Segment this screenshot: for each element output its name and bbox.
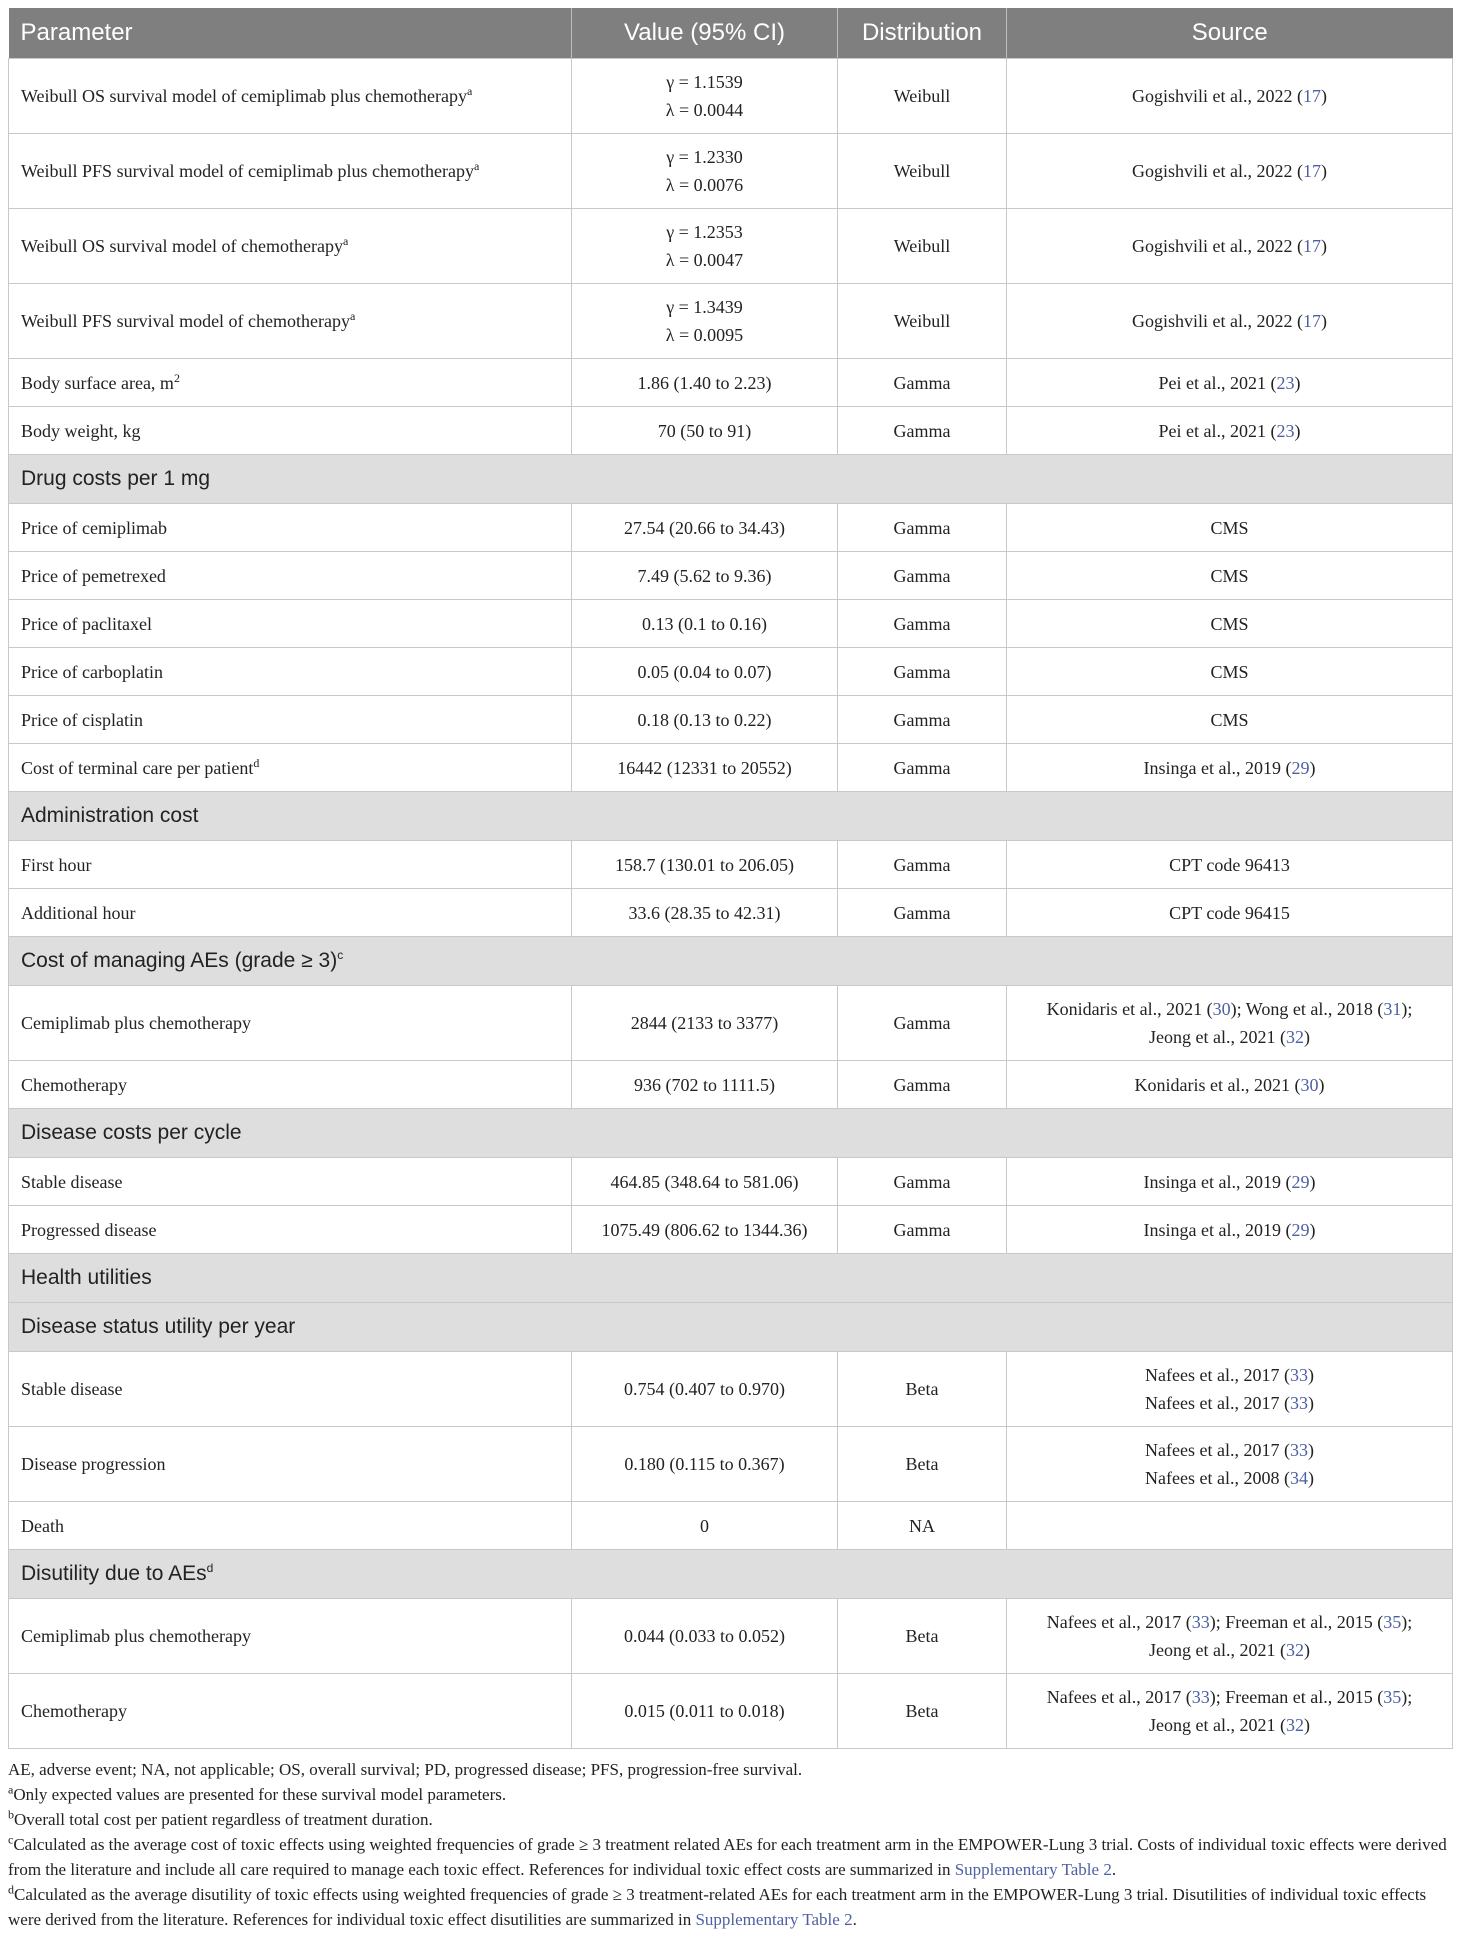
distribution-cell: Gamma — [838, 986, 1007, 1061]
value-line: γ = 1.3439 — [666, 297, 743, 317]
reference-link[interactable]: 33 — [1191, 1687, 1210, 1707]
source-text: ) — [1320, 86, 1327, 106]
source-cell — [1007, 1502, 1453, 1550]
value-line: λ = 0.0047 — [665, 250, 744, 270]
value-line: 16442 (12331 to 20552) — [617, 757, 792, 778]
parameter-text: Price of carboplatin — [21, 661, 163, 682]
parameter-text: Stable disease — [21, 1171, 123, 1192]
value-line: γ = 1.1539 — [666, 72, 743, 92]
reference-link[interactable]: 23 — [1276, 372, 1295, 393]
value-line: 0.015 (0.011 to 0.018) — [624, 1701, 785, 1721]
parameter-text: Price of pemetrexed — [21, 565, 166, 586]
source-text: CPT code 96413 — [1169, 854, 1290, 875]
value-cell — [572, 648, 838, 696]
parameter-cell — [9, 1427, 572, 1502]
source-cell — [1007, 696, 1453, 744]
parameter-text: Weibull OS survival model of chemotherapy — [21, 236, 343, 256]
value-cell — [572, 1674, 838, 1749]
section-label-text: Drug costs per 1 mg — [21, 467, 211, 490]
parameter-text: Body surface area, m — [21, 372, 174, 393]
footnote-marker: a — [350, 309, 356, 323]
section-label — [9, 1550, 1453, 1599]
value-line: 0.180 (0.115 to 0.367) — [624, 1454, 785, 1474]
reference-link[interactable]: 35 — [1383, 1612, 1402, 1632]
value-cell — [572, 889, 838, 937]
parameter-cell — [9, 504, 572, 552]
footnote-marker: d — [206, 1561, 214, 1575]
source-cell — [1007, 1158, 1453, 1206]
parameter-text: Cemiplimab plus chemotherapy — [21, 1013, 251, 1033]
source-text: Nafees et al., 2017 ( — [1046, 1687, 1192, 1707]
section-header-row — [9, 937, 1453, 986]
table-row — [9, 407, 1453, 455]
value-cell — [572, 1427, 838, 1502]
value-cell — [572, 1206, 838, 1254]
footnote-marker: c — [8, 1832, 14, 1847]
table-row — [9, 696, 1453, 744]
section-label — [9, 792, 1453, 841]
value-cell — [572, 407, 838, 455]
source-text: Insinga et al., 2019 ( — [1143, 1219, 1292, 1240]
value-line: 70 (50 to 91) — [657, 420, 752, 441]
value-cell — [572, 209, 838, 284]
section-header-row — [9, 1303, 1453, 1352]
distribution-cell: NA — [838, 1502, 1007, 1550]
value-line: 33.6 (28.35 to 42.31) — [628, 902, 781, 923]
reference-link[interactable]: 29 — [1291, 757, 1310, 778]
source-cell — [1007, 1061, 1453, 1109]
source-text: ) — [1307, 1393, 1314, 1413]
value-cell — [572, 552, 838, 600]
parameter-text: Cost of terminal care per patient — [21, 757, 254, 778]
distribution-cell: Weibull — [838, 134, 1007, 209]
parameter-text: Body weight, kg — [21, 420, 141, 441]
reference-link[interactable]: 33 — [1289, 1440, 1308, 1460]
table-row — [9, 504, 1453, 552]
footnote-text: Calculated as the average cost of toxic effects using weighted frequencies of grade ≥ 3 treatment related AEs for each treatment arm in the EMPOWER-Lung 3 trial. Costs of individual toxic effects were derived from the literature and include all care required to manage each toxic effect. References for individual toxic effect costs are summarized in — [8, 1835, 1447, 1879]
section-label — [9, 1303, 1453, 1352]
source-text: ) — [1307, 1440, 1314, 1460]
parameter-text: Weibull PFS survival model of cemiplimab plus chemotherapy — [21, 161, 474, 181]
value-cell — [572, 359, 838, 407]
table-row — [9, 986, 1453, 1061]
source-cell — [1007, 504, 1453, 552]
footnote-marker: a — [473, 159, 480, 173]
supplementary-link[interactable]: Supplementary Table 2 — [695, 1910, 853, 1929]
value-line: γ = 1.2330 — [666, 147, 743, 167]
section-label-text: Disutility due to AEs — [21, 1562, 207, 1585]
value-line: 0.18 (0.13 to 0.22) — [637, 709, 772, 730]
distribution-cell: Beta — [838, 1427, 1007, 1502]
footnote-text: Calculated as the average disutility of toxic effects using weighted frequencies of grade ≥ 3 treatment-related AEs for each treatment arm in the EMPOWER-Lung 3 trial. Disutilities of individual toxic effects were derived from the literature. References for individual toxic effect disutilities are summarized in — [8, 1885, 1427, 1929]
section-label — [9, 455, 1453, 504]
value-line: 464.85 (348.64 to 581.06) — [610, 1171, 799, 1192]
footnote — [8, 1807, 1452, 1832]
parameters-table — [8, 8, 1453, 1749]
parameter-text: Death — [21, 1515, 64, 1536]
value-line: 7.49 (5.62 to 9.36) — [637, 565, 772, 586]
distribution-cell: Gamma — [838, 359, 1007, 407]
header-source: Source — [1007, 8, 1453, 59]
table-row — [9, 744, 1453, 792]
distribution-cell: Gamma — [838, 696, 1007, 744]
source-text: ); Freeman et al., 2015 ( — [1209, 1687, 1384, 1707]
table-row — [9, 284, 1453, 359]
source-text: ); — [1401, 1687, 1413, 1707]
footnote-text: Overall total cost per patient regardless of treatment duration. — [14, 1810, 433, 1829]
value-cell — [572, 1158, 838, 1206]
parameter-cell — [9, 284, 572, 359]
section-header-row — [9, 792, 1453, 841]
value-line: 0.754 (0.407 to 0.970) — [624, 1379, 785, 1399]
parameter-cell — [9, 1599, 572, 1674]
value-cell — [572, 59, 838, 134]
table-row — [9, 1352, 1453, 1427]
source-text: ); — [1401, 999, 1413, 1019]
value-cell — [572, 744, 838, 792]
source-text: CMS — [1210, 613, 1249, 634]
section-label-text: Health utilities — [21, 1266, 152, 1289]
table-footnotes — [8, 1757, 1452, 1932]
section-label-text: Disease costs per cycle — [21, 1121, 242, 1144]
reference-link[interactable]: 29 — [1291, 1171, 1310, 1192]
distribution-cell: Weibull — [838, 209, 1007, 284]
reference-link[interactable]: 30 — [1212, 999, 1231, 1019]
section-header-row — [9, 1550, 1453, 1599]
table-row — [9, 1502, 1453, 1550]
source-text: Gogishvili et al., 2022 ( — [1132, 236, 1303, 256]
source-text: Insinga et al., 2019 ( — [1143, 1171, 1292, 1192]
supplementary-link[interactable]: Supplementary Table 2 — [954, 1860, 1112, 1879]
section-label-text: Cost of managing AEs (grade ≥ 3) — [21, 949, 338, 972]
footnote-marker: 2 — [173, 370, 180, 385]
distribution-cell: Gamma — [838, 889, 1007, 937]
source-text: ); Wong et al., 2018 ( — [1230, 999, 1384, 1019]
source-cell — [1007, 552, 1453, 600]
parameter-cell — [9, 1158, 572, 1206]
parameter-cell — [9, 134, 572, 209]
value-cell — [572, 1352, 838, 1427]
footnote-marker: d — [8, 1882, 14, 1897]
source-text: CPT code 96415 — [1169, 902, 1290, 923]
distribution-cell: Gamma — [838, 407, 1007, 455]
source-cell — [1007, 209, 1453, 284]
reference-link[interactable]: 30 — [1300, 1074, 1319, 1095]
source-text: Nafees et al., 2017 ( — [1145, 1393, 1290, 1413]
table-row — [9, 59, 1453, 134]
distribution-cell: Beta — [838, 1599, 1007, 1674]
section-header-row — [9, 455, 1453, 504]
parameter-cell — [9, 1061, 572, 1109]
parameter-cell — [9, 1674, 572, 1749]
parameter-cell — [9, 1352, 572, 1427]
value-cell — [572, 696, 838, 744]
table-row — [9, 889, 1453, 937]
source-cell — [1007, 986, 1453, 1061]
reference-link[interactable]: 23 — [1276, 420, 1295, 441]
distribution-cell: Gamma — [838, 1158, 1007, 1206]
source-cell — [1007, 59, 1453, 134]
distribution-cell: Weibull — [838, 59, 1007, 134]
value-line: 0.13 (0.1 to 0.16) — [642, 613, 767, 634]
value-line: 27.54 (20.66 to 34.43) — [624, 517, 785, 538]
source-cell — [1007, 1352, 1453, 1427]
header-distribution: Distribution — [838, 8, 1007, 59]
reference-link[interactable]: 32 — [1285, 1027, 1304, 1047]
section-label-text: Disease status utility per year — [21, 1315, 296, 1338]
footnote — [8, 1832, 1452, 1882]
parameter-cell — [9, 407, 572, 455]
parameter-cell — [9, 600, 572, 648]
source-text: CMS — [1210, 661, 1249, 682]
header-value: Value (95% CI) — [572, 8, 838, 59]
table-row — [9, 359, 1453, 407]
source-cell — [1007, 889, 1453, 937]
parameter-cell — [9, 696, 572, 744]
source-text: ) — [1294, 420, 1301, 441]
table-row — [9, 209, 1453, 284]
parameter-text: Weibull OS survival model of cemiplimab plus chemotherapy — [21, 86, 467, 106]
parameter-cell — [9, 359, 572, 407]
distribution-cell: Beta — [838, 1352, 1007, 1427]
value-line: 1.86 (1.40 to 2.23) — [637, 372, 772, 393]
value-cell — [572, 134, 838, 209]
parameter-cell — [9, 59, 572, 134]
source-text: CMS — [1210, 709, 1249, 730]
reference-link[interactable]: 29 — [1291, 1219, 1310, 1240]
parameter-text: Additional hour — [21, 902, 136, 923]
distribution-cell: Gamma — [838, 1206, 1007, 1254]
parameter-cell — [9, 986, 572, 1061]
value-cell — [572, 504, 838, 552]
source-text: CMS — [1210, 565, 1249, 586]
parameter-text: Chemotherapy — [21, 1074, 127, 1095]
footnote — [8, 1882, 1452, 1932]
source-cell — [1007, 841, 1453, 889]
source-text: Nafees et al., 2017 ( — [1046, 1612, 1192, 1632]
value-cell — [572, 1061, 838, 1109]
source-text: ) — [1309, 1219, 1316, 1240]
source-cell — [1007, 1427, 1453, 1502]
reference-link[interactable]: 32 — [1285, 1640, 1304, 1660]
section-label — [9, 937, 1453, 986]
reference-link[interactable]: 17 — [1302, 86, 1321, 106]
value-cell — [572, 600, 838, 648]
reference-link[interactable]: 17 — [1302, 236, 1321, 256]
table-container — [8, 8, 1452, 1932]
source-text: ) — [1309, 1171, 1316, 1192]
value-cell — [572, 1599, 838, 1674]
source-text: ) — [1318, 1074, 1325, 1095]
source-cell — [1007, 134, 1453, 209]
source-text: ) — [1303, 1715, 1310, 1735]
source-text: ) — [1307, 1365, 1314, 1385]
distribution-cell: Gamma — [838, 841, 1007, 889]
footnote-marker: a — [8, 1782, 14, 1797]
parameter-text: Weibull PFS survival model of chemotherapy — [21, 311, 351, 331]
source-text: Gogishvili et al., 2022 ( — [1132, 161, 1303, 181]
parameter-text: Chemotherapy — [21, 1701, 127, 1721]
value-line: 1075.49 (806.62 to 1344.36) — [601, 1219, 808, 1240]
distribution-cell: Gamma — [838, 744, 1007, 792]
source-text: ); Freeman et al., 2015 ( — [1209, 1612, 1384, 1632]
section-label — [9, 1254, 1453, 1303]
source-text: ) — [1303, 1640, 1310, 1660]
footnote-text: . — [852, 1910, 857, 1929]
parameter-text: Price of cemiplimab — [21, 517, 167, 538]
source-text: Gogishvili et al., 2022 ( — [1132, 311, 1303, 331]
footnote-marker: a — [342, 234, 349, 248]
footnote — [8, 1782, 1452, 1807]
distribution-cell: Gamma — [838, 552, 1007, 600]
reference-link[interactable]: 35 — [1383, 1687, 1402, 1707]
reference-link[interactable]: 31 — [1383, 999, 1402, 1019]
value-line: γ = 1.2353 — [666, 222, 743, 242]
footnote-marker: b — [8, 1807, 14, 1822]
source-text: ) — [1320, 311, 1327, 331]
source-text: CMS — [1210, 517, 1249, 538]
value-cell — [572, 1502, 838, 1550]
reference-link[interactable]: 33 — [1289, 1393, 1308, 1413]
source-text: ) — [1320, 236, 1327, 256]
source-text: Jeong et al., 2021 ( — [1149, 1027, 1286, 1047]
table-row — [9, 841, 1453, 889]
source-cell — [1007, 1206, 1453, 1254]
parameter-text: First hour — [21, 854, 92, 875]
source-cell — [1007, 1674, 1453, 1749]
source-text: ); — [1401, 1612, 1413, 1632]
source-text: Pei et al., 2021 ( — [1158, 372, 1277, 393]
parameter-cell — [9, 552, 572, 600]
value-line: 936 (702 to 1111.5) — [634, 1074, 775, 1095]
footnote — [8, 1757, 1452, 1782]
table-row — [9, 134, 1453, 209]
value-cell — [572, 284, 838, 359]
footnote-text: Only expected values are presented for these survival model parameters. — [13, 1785, 507, 1804]
value-line: 2844 (2133 to 3377) — [630, 1013, 779, 1033]
parameter-cell — [9, 889, 572, 937]
value-line: λ = 0.0076 — [665, 175, 744, 195]
footnote-marker: c — [337, 948, 344, 962]
table-row — [9, 1061, 1453, 1109]
value-line: 0.044 (0.033 to 0.052) — [624, 1626, 785, 1646]
source-text: Konidaris et al., 2021 ( — [1046, 999, 1213, 1019]
source-text: Konidaris et al., 2021 ( — [1134, 1074, 1301, 1095]
distribution-cell: Gamma — [838, 1061, 1007, 1109]
source-text: Pei et al., 2021 ( — [1158, 420, 1277, 441]
value-line: λ = 0.0095 — [665, 325, 744, 345]
source-cell — [1007, 284, 1453, 359]
source-cell — [1007, 407, 1453, 455]
parameter-text: Disease progression — [21, 1454, 166, 1474]
table-row — [9, 552, 1453, 600]
value-line: λ = 0.0044 — [665, 100, 744, 120]
table-row — [9, 1206, 1453, 1254]
source-text: ) — [1307, 1468, 1314, 1488]
parameter-cell — [9, 648, 572, 696]
parameter-cell — [9, 1502, 572, 1550]
parameter-cell — [9, 209, 572, 284]
parameter-cell — [9, 841, 572, 889]
value-line: 0.05 (0.04 to 0.07) — [637, 661, 772, 682]
source-text: Jeong et al., 2021 ( — [1149, 1715, 1286, 1735]
table-row — [9, 1674, 1453, 1749]
distribution-cell: Gamma — [838, 504, 1007, 552]
value-cell — [572, 841, 838, 889]
parameter-cell — [9, 1206, 572, 1254]
table-body — [9, 59, 1453, 1749]
source-text: Insinga et al., 2019 ( — [1143, 757, 1292, 778]
table-row — [9, 1599, 1453, 1674]
value-cell — [572, 986, 838, 1061]
source-cell — [1007, 1599, 1453, 1674]
parameter-text: Price of paclitaxel — [21, 613, 152, 634]
source-text: ) — [1294, 372, 1301, 393]
source-cell — [1007, 600, 1453, 648]
footnote-text: . — [1111, 1860, 1117, 1879]
table-row — [9, 648, 1453, 696]
distribution-cell: Weibull — [838, 284, 1007, 359]
section-label-text: Administration cost — [21, 804, 199, 827]
parameter-text: Cemiplimab plus chemotherapy — [21, 1626, 251, 1646]
source-text: ) — [1320, 161, 1327, 181]
source-text: ) — [1303, 1027, 1310, 1047]
header-parameter: Parameter — [9, 8, 572, 59]
source-text: Nafees et al., 2017 ( — [1145, 1440, 1290, 1460]
section-label — [9, 1109, 1453, 1158]
reference-link[interactable]: 33 — [1289, 1365, 1308, 1385]
value-line: 0 — [700, 1515, 709, 1536]
source-text: ) — [1309, 757, 1316, 778]
parameter-text: Progressed disease — [21, 1219, 157, 1240]
distribution-cell: Gamma — [838, 600, 1007, 648]
footnote-text: AE, adverse event; NA, not applicable; OS, overall survival; PD, progressed disease; PFS, progression-free survival. — [8, 1760, 803, 1779]
table-row — [9, 1427, 1453, 1502]
table-row — [9, 1158, 1453, 1206]
value-line: 158.7 (130.01 to 206.05) — [615, 854, 794, 875]
parameter-cell — [9, 744, 572, 792]
distribution-cell: Gamma — [838, 648, 1007, 696]
source-cell — [1007, 359, 1453, 407]
reference-link[interactable]: 32 — [1285, 1715, 1304, 1735]
parameter-text: Stable disease — [21, 1379, 123, 1399]
reference-link[interactable]: 17 — [1302, 311, 1321, 331]
table-row — [9, 600, 1453, 648]
footnote-marker: a — [466, 84, 473, 98]
source-cell — [1007, 744, 1453, 792]
source-text: Nafees et al., 2017 ( — [1145, 1365, 1290, 1385]
source-text: Nafees et al., 2008 ( — [1145, 1468, 1290, 1488]
reference-link[interactable]: 17 — [1302, 161, 1321, 181]
parameter-text: Price of cisplatin — [21, 709, 143, 730]
reference-link[interactable]: 34 — [1289, 1468, 1308, 1488]
footnote-marker: d — [253, 755, 260, 770]
distribution-cell: Beta — [838, 1674, 1007, 1749]
section-header-row — [9, 1254, 1453, 1303]
section-header-row — [9, 1109, 1453, 1158]
table-header-row — [9, 8, 1453, 59]
source-cell — [1007, 648, 1453, 696]
source-text: Gogishvili et al., 2022 ( — [1132, 86, 1303, 106]
reference-link[interactable]: 33 — [1191, 1612, 1210, 1632]
source-text: Jeong et al., 2021 ( — [1149, 1640, 1286, 1660]
